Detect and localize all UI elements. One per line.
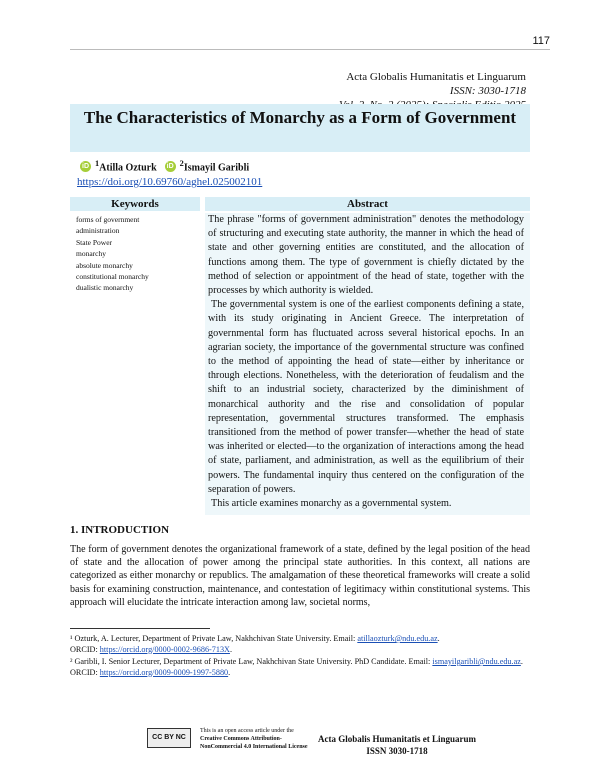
journal-name: Acta Globalis Humanitatis et Linguarum	[346, 71, 526, 83]
author-line	[80, 159, 249, 173]
orcid-icon[interactable]: iD	[82, 162, 89, 170]
keyword-item: constitutional monarchy	[76, 272, 149, 282]
keyword-item: monarchy	[76, 249, 106, 259]
footer-journal: Acta Globalis Humanitatis et Linguarum ISSN 3030-1718	[318, 734, 477, 756]
header-divider	[70, 49, 550, 50]
intro-paragraph: The form of government denotes the organizational framework of a state, defined by the legal position of the head of state and the allocation of power among the principal state authorities. In this context, all nations are categorized as either monarchy or republics. The amalgamation of these theoretical frameworks will create a solid basis for examining construction, maintenance, and contestation of legitimacy within constitutional systems. This approach will elucidate the intricate interaction among law, societal norms,	[70, 544, 530, 608]
keyword-item: forms of government	[76, 215, 140, 224]
email-link[interactable]: atillaozturk@ndu.edu.az	[357, 634, 438, 643]
page-number: 117	[532, 35, 550, 47]
paper-title: The Characteristics of Monarchy as a Form of Government	[70, 104, 530, 152]
abstract-heading: Abstract	[205, 197, 530, 211]
footnote-2: ² Garibli, I. Senior Lecturer, Department of Private Law, Nakhchivan State University. PhD Candidate. Email: ismayilgaribli@ndu.edu.az. ORCID: https://orcid.org/0009-0009-1997-5880.	[70, 657, 523, 677]
keywords-heading: Keywords	[70, 197, 200, 211]
keyword-item: State Power	[76, 237, 113, 247]
footnote-1: ¹ Ozturk, A. Lecturer, Department of Private Law, Nakhchivan State University. Email: atillaozturk@ndu.edu.az. ORCID: https://orcid.org/0000-0002-9686-713X.	[70, 634, 440, 654]
keywords-list	[76, 214, 149, 294]
abstract-paragraph: This article examines monarchy as a governmental system.	[211, 498, 452, 510]
abstract-paragraph: The governmental system is one of the earliest components defining a state, with its study originating in Ancient Greece. The interpretation of governmental form has fluctuated across several historical epochs. In an agrarian society, the importance of the governmental structure was confined to the method of appointing the head of state—either by inheritance or through elections. Nonetheless, with the deterioration of feudalism and the shift to an industrial society, characterized by the diminishment of monarchical authority and the rise and consolidation of popular representation, governmental structures transformed. The emphasis transitioned from the method of power transfer—whether the head of state was inherited or elected—to the organization of interactions among the head of state, parliament, and administration, as well as the equilibrium of their powers. The fundamental inquiry thus centered on the configuration of the separation of powers.	[208, 299, 524, 495]
email-link[interactable]: ismayilgaribli@ndu.edu.az	[432, 657, 521, 666]
orcid-icon[interactable]: iD	[166, 162, 174, 170]
cc-license-badge: CC BY NC	[147, 728, 191, 748]
orcid-link[interactable]: https://orcid.org/0009-0009-1997-5880	[99, 667, 229, 677]
section-heading: 1. INTRODUCTION	[70, 524, 170, 536]
abstract-body	[208, 213, 524, 511]
license-text: This is an open access article under the Creative Commons Attribution- NonCommercial 4.0 International License	[200, 728, 308, 751]
author-1: $^1$Atilla Ozturk	[95, 159, 157, 174]
keyword-item: absolute monarchy	[76, 260, 133, 270]
abstract-paragraph: The phrase "forms of government administration" denotes the methodology of structuring and executing state authority, the manner in which the head of state and other governing entities are constituted, and the allocation of functions among them. The type of government is chiefly dictated by the method of selection or appointment of the head of state, together with the processes by which authority is wielded.	[208, 214, 524, 297]
doi-link[interactable]: https://doi.org/10.69760/aghel.025002101	[77, 176, 263, 188]
author-2: $^2$Ismayil Garibli	[179, 159, 250, 174]
journal-issn: ISSN: 3030-1718	[449, 85, 526, 97]
orcid-link[interactable]: https://orcid.org/0000-0002-9686-713X	[99, 644, 230, 654]
keyword-item: dualistic monarchy	[76, 283, 134, 293]
footnote-rule	[70, 628, 210, 629]
keyword-item: administration	[76, 226, 120, 236]
